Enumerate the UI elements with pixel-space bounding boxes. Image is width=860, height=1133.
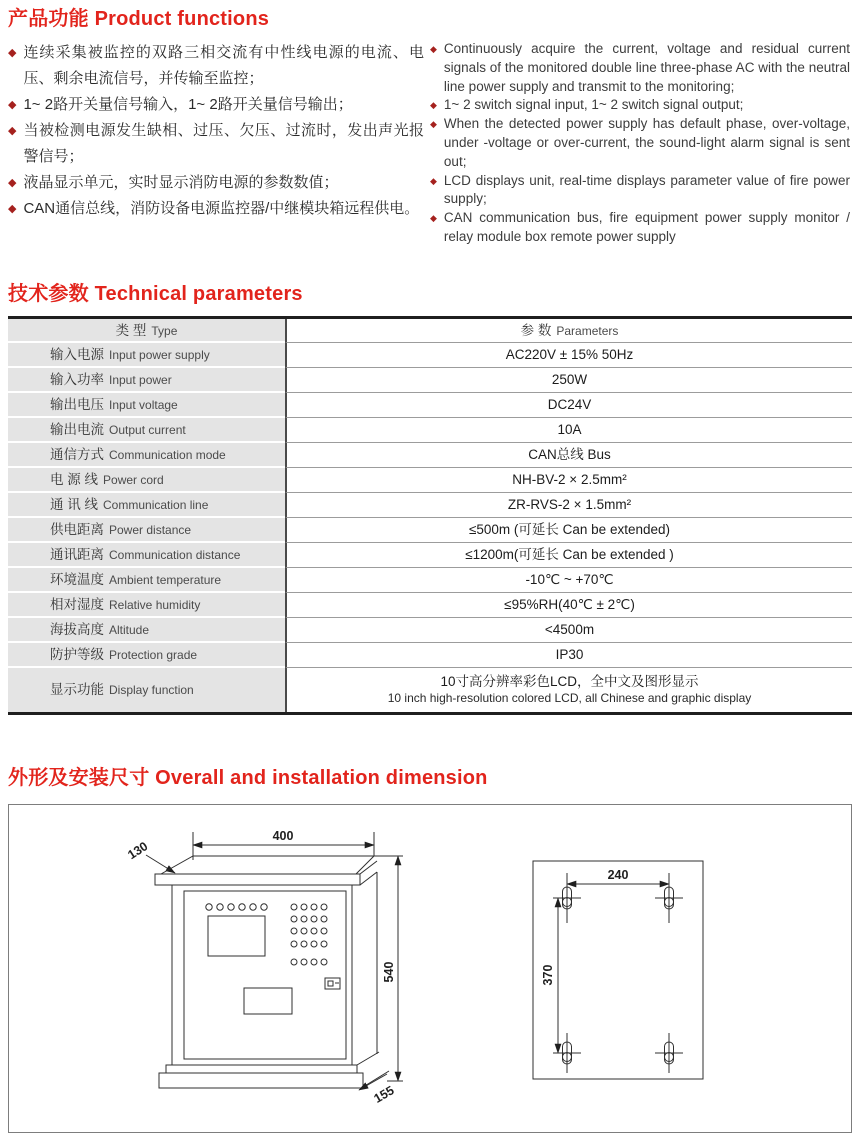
lcd-screen [208,916,265,956]
product-functions-title-en: Product functions [94,8,270,30]
table-row [8,568,852,593]
table-row [8,343,852,368]
technical-parameters-title-en: Technical parameters [94,282,303,305]
row-value: IP30 [285,643,852,668]
table-row [8,643,852,668]
row-label: 输入功率 Input power [8,368,285,393]
table-row [8,368,852,393]
row-label: 通讯距离 Communication distance [8,543,285,568]
product-functions-list-en [430,40,850,247]
dimensions-title-en: Overall and installation dimension [155,766,488,789]
diamond-bullet-icon: ◆ [8,47,17,59]
row-label: 供电距离 Power distance [8,518,285,543]
list-item-text: CAN communication bus, fire equipment power supply monitor / relay module box remote power supply [443,210,850,244]
mounting-hole [655,873,683,923]
dim-155-label: 155 [371,1083,397,1106]
diamond-bullet-icon: ◆ [430,100,437,111]
row-label: 通 讯 线 Communication line [8,493,285,518]
column-header-type: 类 型 Type [8,319,285,343]
list-item-text: 1~ 2路开关量信号输入，1~ 2路开关量信号输出； [23,96,353,113]
row-label: 相对湿度 Relative humidity [8,593,285,618]
row-label: 输入电源 Input power supply [8,343,285,368]
product-functions-section [8,6,852,247]
diamond-bullet-icon: ◆ [8,99,17,111]
row-value: ≤1200m(可延长 Can be extended ) [285,543,852,568]
product-functions-title-zh: 产品功能 [8,8,89,30]
diamond-bullet-icon: ◆ [8,177,17,189]
table-row [8,543,852,568]
row-label: 环境温度 Ambient temperature [8,568,285,593]
mounting-hole [553,873,581,923]
dimensions-title-zh: 外形及安装尺寸 [8,766,150,789]
dim-370-label: 370 [541,964,555,986]
row-value: ≤500m (可延长 Can be extended) [285,518,852,543]
dimensions-section [8,765,852,1133]
list-item-text: LCD displays unit, real-time displays parameter value of fire power supply; [443,172,850,207]
parameters-table [8,316,852,715]
diamond-bullet-icon: ◆ [430,119,437,130]
list-item [430,96,850,115]
diamond-bullet-icon: ◆ [430,44,437,54]
cabinet-front-view [146,832,403,1090]
dim-130-label: 130 [125,838,151,862]
list-item [8,92,424,118]
technical-parameters-title [8,281,852,307]
lower-window [244,988,292,1014]
row-value: AC220V ± 15% 50Hz [285,343,852,368]
row-value: ZR-RVS-2 × 1.5mm² [285,493,852,518]
row-value: 10A [285,418,852,443]
dim-400-label: 400 [272,828,294,843]
row-label: 电 源 线 Power cord [8,468,285,493]
mounting-hole [553,1033,581,1073]
table-row [8,393,852,418]
table-row [8,668,852,712]
list-item [430,172,850,210]
technical-parameters-title-zh: 技术参数 [8,282,89,305]
row-label: 输出电流 Output current [8,418,285,443]
list-item-text: Continuously acquire the current, voltage and residual current signals of the monitored double line three-phase AC with the neutral line power supply and transmit to the monitoring; [443,41,850,94]
table-row [8,518,852,543]
table-row [8,618,852,643]
diamond-bullet-icon: ◆ [8,125,17,137]
list-item [8,118,424,170]
technical-parameters-section [8,281,852,715]
row-value: DC24V [285,393,852,418]
table-header-row [8,319,852,343]
diamond-bullet-icon: ◆ [430,213,437,224]
led-row [206,904,267,910]
table-row [8,468,852,493]
mounting-hole-view [533,861,703,1079]
list-item [430,115,850,171]
table-row [8,493,852,518]
dimension-drawing [9,805,851,1132]
list-item [430,209,850,247]
list-item-text: CAN通信总线，消防设备电源监控器/中继模块箱远程供电。 [23,200,420,217]
list-item-text: When the detected power supply has default phase, over-voltage, under -voltage or over-current, the sound-light alarm signal is sent out; [443,116,850,169]
list-item-text: 连续采集被监控的双路三相交流有中性线电源的电流、电压、剩余电流信号，并传输至监控； [23,44,424,87]
list-item-text: 1~ 2 switch signal input, 1~ 2 switch signal output; [443,97,744,113]
row-value: 250W [285,368,852,393]
row-value: ≤95%RH(40℃ ± 2℃) [285,593,852,618]
list-item [8,196,424,222]
row-label: 显示功能 Display function [8,668,285,712]
diamond-bullet-icon: ◆ [8,203,17,215]
list-item [430,40,850,96]
dim-240-label: 240 [607,867,629,882]
list-item-text: 液晶显示单元，实时显示消防电源的参数数值； [23,174,339,191]
product-functions-list-zh [8,40,424,247]
list-item [8,40,424,92]
row-label: 防护等级 Protection grade [8,643,285,668]
dim-540-label: 540 [382,961,396,983]
table-row [8,593,852,618]
column-header-parameters: 参 数 Parameters [285,319,852,343]
row-value: <4500m [285,618,852,643]
row-value: CAN总线 Bus [285,443,852,468]
product-functions-columns [8,40,852,247]
row-value: -10℃ ~ +70℃ [285,568,852,593]
dimensions-title [8,765,852,791]
row-label: 输出电压 Input voltage [8,393,285,418]
list-item-text: 当被检测电源发生缺相、过压、欠压、过流时，发出声光报警信号； [23,122,424,165]
product-functions-title [8,6,852,32]
row-label: 海拔高度 Altitude [8,618,285,643]
row-value: 10寸高分辨率彩色LCD，全中文及图形显示 10 inch high-resolution colored LCD, all Chinese and graphic display [285,668,852,712]
mounting-hole [655,1033,683,1073]
row-value: NH-BV-2 × 2.5mm² [285,468,852,493]
list-item [8,170,424,196]
lock-handle [325,978,340,989]
table-row [8,443,852,468]
diamond-bullet-icon: ◆ [430,175,437,186]
led-grid [291,904,327,965]
table-row [8,418,852,443]
dimension-drawing-panel [8,804,852,1133]
row-label: 通信方式 Communication mode [8,443,285,468]
